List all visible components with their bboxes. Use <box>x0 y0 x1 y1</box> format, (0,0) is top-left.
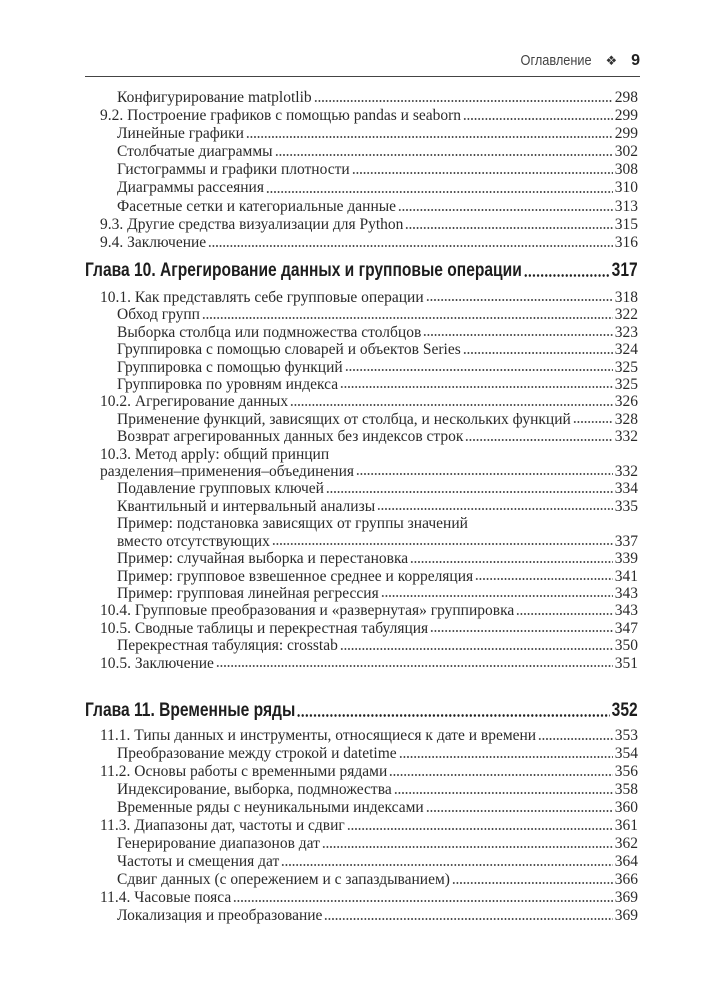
dot-leader <box>202 316 613 320</box>
toc-entry[interactable] <box>100 480 638 497</box>
entry-page: 366 <box>614 871 638 888</box>
entry-page: 323 <box>614 323 638 341</box>
dot-leader <box>352 171 613 175</box>
entry-title: Сдвиг данных (с опережением и с запаздыванием) <box>117 871 450 888</box>
dot-leader <box>410 560 613 564</box>
entry-title: Преобразование между строкой и datetime <box>117 745 397 762</box>
entry-page: 299 <box>614 107 638 125</box>
dot-leader <box>281 863 612 867</box>
entry-page: 339 <box>614 550 638 568</box>
entry-title: 10.5. Заключение <box>100 654 214 672</box>
toc-entry[interactable] <box>100 125 638 143</box>
toc-entry[interactable] <box>100 463 638 480</box>
dot-leader <box>452 881 613 885</box>
dot-leader <box>340 647 613 651</box>
chapter-page: 317 <box>611 260 638 281</box>
entry-page: 369 <box>614 907 638 924</box>
entry-title: Временные ряды с неуникальными индексами <box>117 799 424 816</box>
entry-page: 353 <box>614 727 638 744</box>
entry-title: Локализация и преобразование <box>117 907 323 924</box>
dot-leader <box>463 117 613 121</box>
toc-entry[interactable] <box>100 306 638 323</box>
entry-page: 313 <box>614 197 638 215</box>
dot-leader <box>272 542 613 546</box>
entry-title: Выборка столбца или подмножества столбцов <box>117 323 422 341</box>
entry-page: 324 <box>614 341 638 359</box>
dot-leader <box>340 385 613 389</box>
dot-leader <box>394 791 613 795</box>
dot-leader <box>326 490 613 494</box>
entry-title: 11.2. Основы работы с временными рядами <box>100 763 388 780</box>
ornament-icon: ❖ <box>605 53 618 68</box>
entry-page: 341 <box>614 567 638 585</box>
entry-title: Генерирование диапазонов дат <box>117 835 320 852</box>
entry-page: 298 <box>614 89 638 106</box>
toc-entry[interactable] <box>100 216 638 234</box>
dot-leader <box>426 298 613 302</box>
entry-page: 351 <box>614 654 638 672</box>
toc-entry[interactable] <box>100 428 638 445</box>
entry-page: 343 <box>614 584 638 602</box>
entry-page: 310 <box>614 179 638 197</box>
toc-entry[interactable] <box>100 727 638 745</box>
entry-title: Обход групп <box>117 306 200 324</box>
running-header <box>85 48 640 77</box>
entry-title: Пример: групповое взвешенное среднее и корреляция <box>117 567 474 585</box>
toc-entry[interactable] <box>100 89 638 107</box>
toc-chapter-11[interactable] <box>85 700 638 722</box>
toc-entry[interactable] <box>100 376 638 393</box>
entry-page: 318 <box>614 289 638 306</box>
entry-page: 350 <box>614 637 638 655</box>
entry-title: 10.1. Как представлять себе групповые операции <box>100 289 424 306</box>
dot-leader <box>405 226 612 230</box>
dot-leader <box>324 917 612 921</box>
dot-leader <box>216 664 613 668</box>
entry-title: Линейные графики <box>117 125 244 143</box>
dot-leader <box>347 827 613 831</box>
dot-leader <box>426 809 613 813</box>
entry-page: 325 <box>614 358 638 376</box>
dot-leader <box>381 594 613 598</box>
entry-page: 335 <box>614 497 638 515</box>
page-number: 9 <box>631 52 640 69</box>
dot-leader <box>423 333 612 337</box>
entry-title: Конфигурирование matplotlib <box>117 89 312 106</box>
toc-entry[interactable] <box>100 533 638 550</box>
toc-entry[interactable] <box>100 143 638 161</box>
entry-page: 302 <box>614 143 638 161</box>
entry-page: 369 <box>614 889 638 906</box>
entry-page: 354 <box>614 745 638 762</box>
dot-leader <box>233 899 613 903</box>
toc-entry[interactable] <box>100 799 638 817</box>
toc-entry[interactable] <box>100 179 638 197</box>
toc-entry[interactable] <box>100 393 638 410</box>
toc-section-chapter9 <box>100 89 638 252</box>
entry-title: Возврат агрегированных данных без индексов строк <box>117 428 464 446</box>
entry-page: 328 <box>614 410 638 428</box>
dot-leader <box>463 351 613 355</box>
dot-leader <box>399 755 613 759</box>
entry-page: 364 <box>614 853 638 870</box>
entry-title: 9.3. Другие средства визуализации для Python <box>100 215 404 233</box>
dot-leader <box>377 507 613 511</box>
toc-entry[interactable] <box>100 550 638 567</box>
chapter-title: Глава 11. Временные ряды <box>85 700 296 721</box>
dot-leader <box>345 368 613 372</box>
dot-leader <box>475 577 613 581</box>
chapter-page: 352 <box>611 700 638 721</box>
dot-leader <box>516 612 613 616</box>
dot-leader <box>297 713 610 718</box>
toc-entry[interactable] <box>100 498 638 515</box>
entry-title: Группировка с помощью функций <box>117 358 343 376</box>
entry-page: 356 <box>614 763 638 780</box>
toc-entry-first-line[interactable]: Пример: подстановка зависящих от группы значений <box>117 515 468 533</box>
entry-title: Частоты и смещения дат <box>117 853 280 870</box>
entry-title: Столбчатые диаграммы <box>117 143 273 161</box>
entry-page: 315 <box>614 215 638 233</box>
entry-title: Пример: групповая линейная регрессия <box>117 584 379 602</box>
entry-title: Группировка по уровням индекса <box>117 376 339 394</box>
entry-page: 334 <box>614 480 638 498</box>
toc-entry[interactable] <box>100 289 638 306</box>
toc-entry[interactable] <box>100 411 638 428</box>
entry-title: Применение функций, зависящих от столбца, и нескольких функций <box>117 410 571 428</box>
dot-leader <box>465 438 612 442</box>
entry-title: Группировка с помощью словарей и объектов Series <box>117 341 461 359</box>
entry-page: 326 <box>614 393 638 411</box>
entry-page: 347 <box>614 619 638 637</box>
entry-title: 9.2. Построение графиков с помощью pandas и seaborn <box>100 107 462 125</box>
toc-entry[interactable] <box>100 602 638 619</box>
entry-title: 10.5. Сводные таблицы и перекрестная табуляция <box>100 619 429 637</box>
entry-page: 361 <box>614 817 638 834</box>
entry-title: Гистограммы и графики плотности <box>117 161 350 179</box>
toc-entry[interactable] <box>100 871 638 889</box>
entry-page: 299 <box>614 125 638 143</box>
dot-leader <box>290 403 613 407</box>
dot-leader <box>246 135 613 139</box>
dot-leader <box>266 190 613 194</box>
entry-title: Подавление групповых ключей <box>117 480 324 498</box>
dot-leader <box>430 629 613 633</box>
entry-title: 10.2. Агрегирование данных <box>100 393 289 411</box>
entry-title: Диаграммы рассеяния <box>117 179 264 197</box>
toc-entry[interactable] <box>100 781 638 799</box>
toc-entry[interactable] <box>100 817 638 835</box>
dot-leader <box>208 244 613 248</box>
toc-entry[interactable] <box>100 359 638 376</box>
toc-entry[interactable] <box>100 234 638 252</box>
entry-page: 308 <box>614 161 638 179</box>
entry-title: Квантильный и интервальный анализы <box>117 497 376 515</box>
toc-entry[interactable] <box>100 568 638 585</box>
entry-page: 337 <box>614 532 638 550</box>
entry-title: 9.4. Заключение <box>100 233 207 251</box>
toc-section-chapter10 <box>100 289 638 672</box>
toc-entry[interactable] <box>100 907 638 925</box>
toc-entry[interactable] <box>100 341 638 358</box>
dot-leader <box>398 208 613 212</box>
entry-title: 11.1. Типы данных и инструменты, относящиеся к дате и времени <box>100 727 537 744</box>
toc-entry[interactable] <box>100 835 638 853</box>
entry-page: 316 <box>614 233 638 251</box>
entry-page: 360 <box>614 799 638 816</box>
entry-title: Пример: случайная выборка и перестановка <box>117 550 409 568</box>
toc-entry[interactable] <box>100 198 638 216</box>
toc-entry[interactable] <box>100 745 638 763</box>
dot-leader <box>538 737 613 741</box>
dot-leader <box>523 273 610 278</box>
dot-leader <box>573 420 613 424</box>
entry-page: 332 <box>614 463 638 481</box>
toc-entry[interactable] <box>100 585 638 602</box>
entry-title: Перекрестная табуляция: crosstab <box>117 637 338 655</box>
entry-title: 11.4. Часовые пояса <box>100 889 232 906</box>
toc-entry[interactable] <box>100 107 638 125</box>
toc-section-chapter11 <box>100 727 638 925</box>
entry-title: 11.3. Диапазоны дат, частоты и сдвиг <box>100 817 345 834</box>
toc-entry[interactable] <box>100 763 638 781</box>
dot-leader <box>314 99 613 103</box>
dot-leader <box>275 153 613 157</box>
entry-title: Индексирование, выборка, подмножества <box>117 781 392 798</box>
entry-page: 332 <box>614 428 638 446</box>
entry-title: Фасетные сетки и категориальные данные <box>117 197 397 215</box>
toc-entry[interactable] <box>100 620 638 637</box>
toc-entry-first-line[interactable]: 10.3. Метод apply: общий принцип <box>100 445 330 463</box>
entry-page: 362 <box>614 835 638 852</box>
entry-title: 10.4. Групповые преобразования и «развернутая» группировка <box>100 602 515 620</box>
entry-page: 343 <box>614 602 638 620</box>
toc-entry[interactable] <box>100 324 638 341</box>
toc-chapter-10[interactable] <box>85 260 638 282</box>
toc-entry[interactable] <box>100 637 638 654</box>
chapter-title: Глава 10. Агрегирование данных и групповые операции <box>85 260 522 281</box>
header-title: Оглавление <box>520 52 592 69</box>
entry-page: 322 <box>614 306 638 324</box>
entry-page: 358 <box>614 781 638 798</box>
entry-page: 325 <box>614 376 638 394</box>
toc-entry[interactable] <box>100 853 638 871</box>
toc-entry[interactable] <box>100 889 638 907</box>
entry-title: вместо отсутствующих <box>117 532 270 550</box>
entry-title: разделения–применения–объединения <box>100 463 355 481</box>
dot-leader <box>389 773 612 777</box>
dot-leader <box>322 845 613 849</box>
toc-entry[interactable] <box>100 161 638 179</box>
dot-leader <box>356 472 613 476</box>
toc-entry[interactable] <box>100 655 638 672</box>
